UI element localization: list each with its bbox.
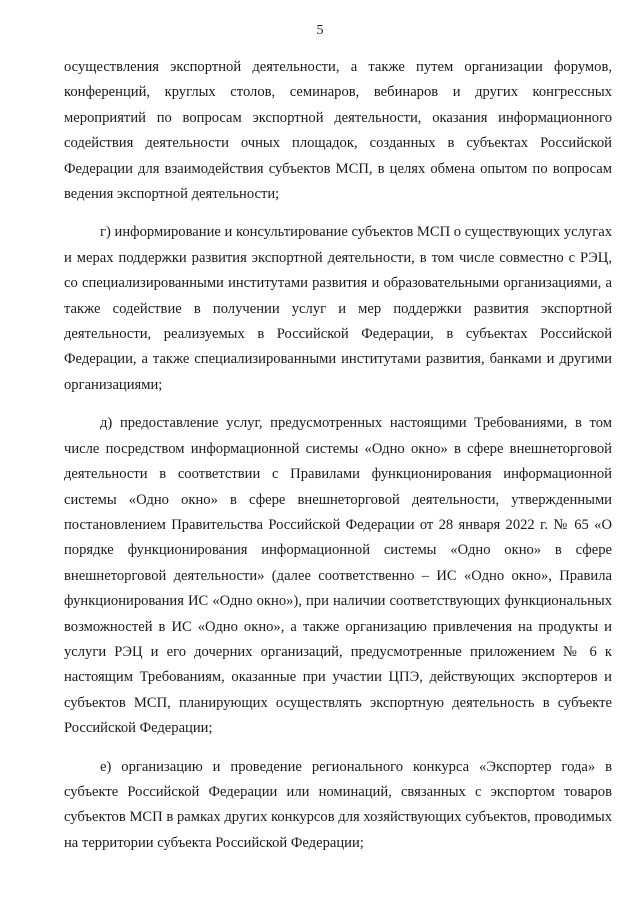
document-body <box>64 55 612 869</box>
paragraph-item-d: д) предоставление услуг, предусмотренных настоящими Требованиями, в том числе посредством информационной системы «Одно окно» в сфере внешнеторговой деятельности в соответствии с Правилами функционирования информационной системы «Одно окно» в сфере внешнеторговой деятельности, утвержденными постановлением Правительства Российской Федерации от 28 января 2022 г. № 65 «О порядке функционирования информационной системы «Одно окно» в сфере внешнеторговой деятельности» (далее соответственно – ИС «Одно окно», Правила функционирования ИС «Одно окно»), при наличии соответствующих функциональных возможностей в ИС «Одно окно», а также организацию привлечения на продукты и услуги РЭЦ и его дочерних организаций, предусмотренные приложением № 6 к настоящим Требованиям, оказанные при участии ЦПЭ, действующих экспортеров и субъектов МСП, планирующих осуществлять экспортную деятельность в субъекте Российской Федерации; <box>64 415 612 737</box>
paragraph-item-g: г) информирование и консультирование субъектов МСП о существующих услугах и мерах поддержки развития экспортной деятельности, в том числе совместно с РЭЦ, со специализированными институтами развития и образовательными организациями, а также содействие в получении услуг и мер поддержки развития экспортной деятельности, реализуемых в Российской Федерации, в субъектах Российской Федерации, а также специализированными институтами развития, банками и другими организациями; <box>64 224 612 393</box>
page-number: 5 <box>316 23 324 38</box>
paragraph-continuation: осуществления экспортной деятельности, а также путем организации форумов, конференций, круглых столов, семинаров, вебинаров и других конгрессных мероприятий по вопросам экспортной деятельности, оказания информационного содействия деятельности очных площадок, созданных в субъектах Российской Федерации для взаимодействия субъектов МСП, в целях обмена опытом по вопросам ведения экспортной деятельности; <box>64 59 612 203</box>
paragraph-item-e: е) организацию и проведение регионального конкурса «Экспортер года» в субъекте Российской Федерации или номинаций, связанных с экспортом товаров субъектов МСП в рамках других конкурсов для хозяйствующих субъектов, проводимых на территории субъекта Российской Федерации; <box>64 758 612 851</box>
